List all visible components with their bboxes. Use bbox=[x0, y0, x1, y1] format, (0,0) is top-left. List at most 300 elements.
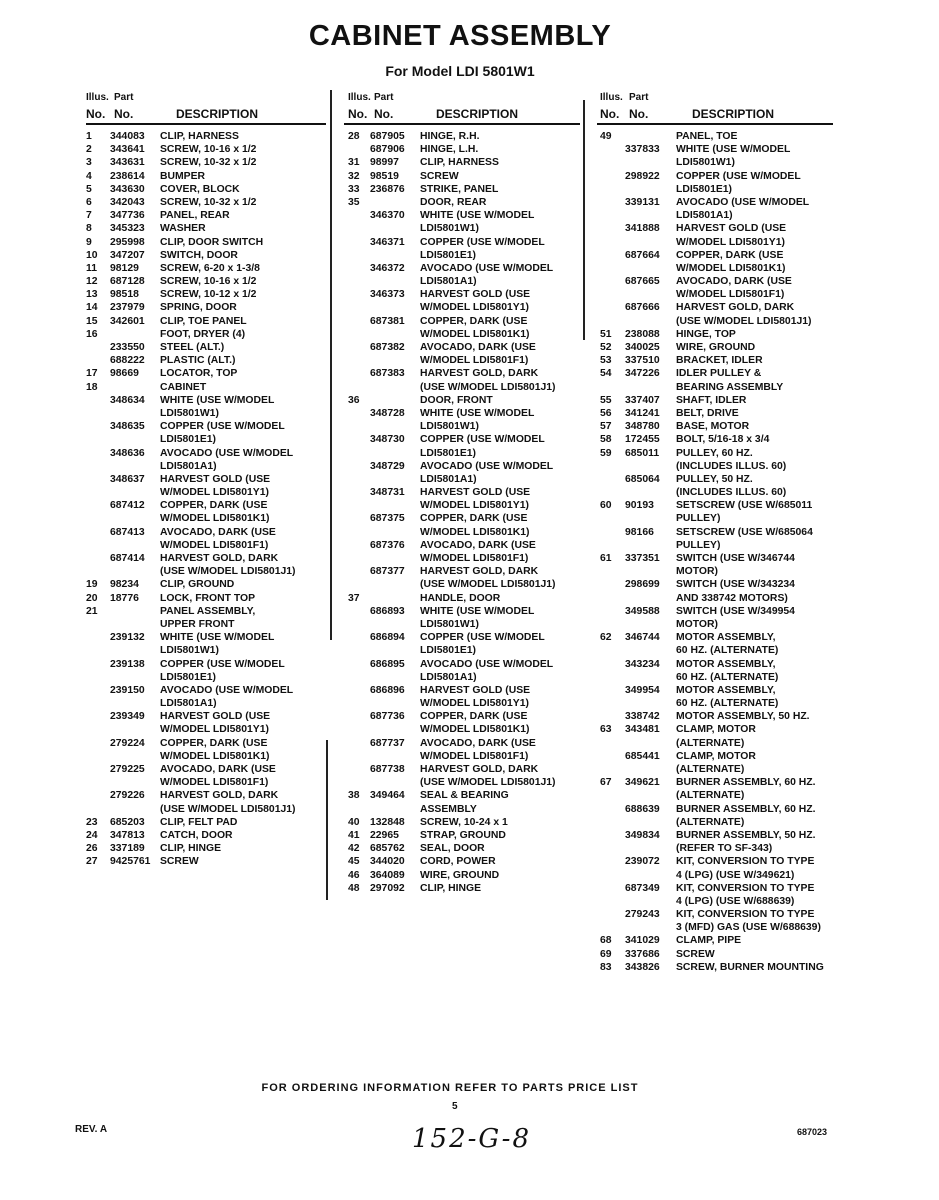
part-description: HINGE, TOP bbox=[676, 328, 736, 340]
part-number: 238088 bbox=[625, 328, 660, 340]
part-description: LDI5801A1) bbox=[420, 671, 477, 683]
ordering-note: FOR ORDERING INFORMATION REFER TO PARTS PRICE LIST bbox=[261, 1082, 639, 1094]
part-description: LDI5801E1) bbox=[420, 447, 477, 459]
illus-number: 45 bbox=[348, 856, 360, 868]
illus-number: 33 bbox=[348, 183, 360, 195]
illus-number: 9 bbox=[86, 236, 92, 248]
illus-number: 41 bbox=[348, 829, 360, 841]
part-number: 348635 bbox=[110, 421, 145, 433]
header-illus: Illus. bbox=[348, 92, 371, 103]
part-description: COPPER, DARK (USE bbox=[420, 711, 528, 723]
part-number: 685064 bbox=[625, 473, 660, 485]
illus-number: 40 bbox=[348, 816, 360, 828]
part-number: 687375 bbox=[370, 513, 405, 525]
part-description: AVOCADO (USE W/MODEL bbox=[420, 262, 554, 274]
part-number: 687737 bbox=[370, 737, 405, 749]
part-number: 343234 bbox=[625, 658, 660, 670]
part-description: HARVEST GOLD, DARK bbox=[676, 302, 795, 314]
part-description: MOTOR ASSEMBLY, bbox=[676, 632, 776, 644]
part-number: 348730 bbox=[370, 434, 405, 446]
illus-number: 18 bbox=[86, 381, 98, 393]
part-number: 239072 bbox=[625, 856, 660, 868]
illus-number: 20 bbox=[86, 592, 98, 604]
part-description: STEEL (ALT.) bbox=[160, 342, 225, 353]
column-divider bbox=[583, 100, 585, 340]
part-description: (USE W/MODEL LDI5801J1) bbox=[676, 315, 812, 327]
part-number: 98669 bbox=[110, 368, 139, 380]
part-number: 338742 bbox=[625, 711, 660, 723]
illus-number: 52 bbox=[600, 342, 612, 353]
part-description: W/MODEL LDI5801Y1) bbox=[160, 724, 269, 736]
part-number: 687736 bbox=[370, 711, 405, 723]
part-number: 348780 bbox=[625, 421, 660, 433]
part-description: SETSCREW (USE W/685064 bbox=[676, 526, 813, 538]
part-description: MOTOR ASSEMBLY, 50 HZ. bbox=[676, 711, 810, 723]
part-description: PLASTIC (ALT.) bbox=[160, 355, 236, 367]
part-number: 295998 bbox=[110, 236, 145, 248]
part-description: LDI5801W1) bbox=[420, 223, 479, 235]
part-description: 60 HZ. (ALTERNATE) bbox=[676, 698, 779, 710]
part-number: 687383 bbox=[370, 368, 405, 380]
part-description: HANDLE, DOOR bbox=[420, 592, 501, 604]
illus-number: 3 bbox=[86, 157, 92, 169]
illus-number: 69 bbox=[600, 948, 612, 960]
part-description: BUMPER bbox=[160, 170, 206, 182]
part-description: W/MODEL LDI5801Y1) bbox=[676, 236, 785, 248]
part-number: 344083 bbox=[110, 131, 145, 142]
header-part-no: No. bbox=[374, 107, 394, 121]
part-description: SCREW, 10-16 x 1/2 bbox=[160, 144, 257, 156]
header-rule bbox=[86, 123, 326, 125]
part-number: 687381 bbox=[370, 315, 405, 327]
part-description: MOTOR ASSEMBLY, bbox=[676, 684, 776, 696]
part-number: 346373 bbox=[370, 289, 405, 301]
part-number: 349464 bbox=[370, 790, 405, 802]
header-part-no: No. bbox=[629, 107, 649, 121]
part-number: 687738 bbox=[370, 764, 405, 775]
part-number: 337510 bbox=[625, 355, 660, 367]
part-number: 341029 bbox=[625, 935, 660, 947]
illus-number: 4 bbox=[86, 170, 92, 182]
part-description: BURNER ASSEMBLY, 50 HZ. bbox=[676, 829, 816, 841]
part-description: COPPER (USE W/MODEL bbox=[676, 170, 801, 182]
illus-number: 59 bbox=[600, 447, 612, 459]
part-description: HARVEST GOLD, DARK bbox=[160, 553, 279, 564]
part-description: CLAMP, MOTOR bbox=[676, 750, 756, 762]
illus-number: 56 bbox=[600, 407, 612, 419]
part-number: 347736 bbox=[110, 210, 145, 222]
illus-number: 5 bbox=[86, 183, 92, 195]
illus-number: 46 bbox=[348, 869, 360, 881]
part-description: CORD, POWER bbox=[420, 856, 496, 868]
part-description: COPPER (USE W/MODEL bbox=[160, 658, 285, 670]
illus-number: 11 bbox=[86, 262, 97, 274]
illus-number: 19 bbox=[86, 579, 98, 591]
part-description: PULLEY) bbox=[676, 513, 721, 525]
part-number: 348636 bbox=[110, 447, 145, 459]
part-description: PULLEY, 50 HZ. bbox=[676, 473, 753, 485]
part-number: 98997 bbox=[370, 157, 399, 169]
illus-number: 57 bbox=[600, 421, 612, 433]
illus-number: 63 bbox=[600, 724, 612, 736]
part-description: (USE W/MODEL LDI5801J1) bbox=[420, 777, 556, 789]
illus-number: 54 bbox=[600, 368, 612, 380]
illus-number: 27 bbox=[86, 856, 98, 868]
part-description: BRACKET, IDLER bbox=[676, 355, 763, 367]
part-description: LDI5801A1) bbox=[160, 698, 217, 710]
part-number: 279225 bbox=[110, 764, 145, 775]
part-description: COPPER, DARK (USE bbox=[420, 315, 528, 327]
part-number: 688222 bbox=[110, 355, 145, 367]
header-illus: Illus. bbox=[600, 92, 623, 103]
part-description: AVOCADO (USE W/MODEL bbox=[160, 684, 294, 696]
part-description: AVOCADO, DARK (USE bbox=[420, 737, 536, 749]
part-number: 342601 bbox=[110, 315, 145, 327]
part-number: 237979 bbox=[110, 302, 145, 314]
part-number: 346371 bbox=[370, 236, 405, 248]
part-description: HARVEST GOLD (USE bbox=[420, 289, 531, 301]
part-description: COPPER, DARK (USE bbox=[676, 249, 784, 261]
part-description: (USE W/MODEL LDI5801J1) bbox=[420, 381, 556, 393]
part-number: 685203 bbox=[110, 816, 145, 828]
part-description: UPPER FRONT bbox=[160, 618, 235, 630]
part-description: SWITCH (USE W/343234 bbox=[676, 579, 795, 591]
part-number: 686894 bbox=[370, 632, 405, 644]
part-description: SHAFT, IDLER bbox=[676, 394, 747, 406]
part-description: WASHER bbox=[160, 223, 206, 235]
part-description: HARVEST GOLD (USE bbox=[160, 473, 271, 485]
illus-number: 49 bbox=[600, 131, 612, 142]
part-number: 349588 bbox=[625, 605, 660, 617]
part-description: BOLT, 5/16-18 x 3/4 bbox=[676, 434, 770, 446]
part-description: (USE W/MODEL LDI5801J1) bbox=[160, 566, 296, 578]
part-description: COPPER, DARK (USE bbox=[160, 500, 268, 512]
part-description: AVOCADO, DARK (USE bbox=[420, 539, 536, 551]
illus-number: 53 bbox=[600, 355, 612, 367]
part-number: 349954 bbox=[625, 684, 660, 696]
part-description: (ALTERNATE) bbox=[676, 737, 745, 749]
part-description: AVOCADO, DARK (USE bbox=[160, 526, 276, 538]
part-number: 687413 bbox=[110, 526, 145, 538]
part-description: SCREW bbox=[676, 948, 715, 960]
part-description: PULLEY) bbox=[676, 539, 721, 551]
revision: REV. A bbox=[75, 1124, 108, 1135]
part-description: SCREW, 10-32 x 1/2 bbox=[160, 157, 257, 169]
part-description: SCREW bbox=[420, 170, 459, 182]
part-description: LDI5801E1) bbox=[160, 434, 217, 446]
part-description: AVOCADO (USE W/MODEL bbox=[160, 447, 294, 459]
part-number: 98234 bbox=[110, 579, 139, 591]
part-description: 60 HZ. (ALTERNATE) bbox=[676, 671, 779, 683]
part-number: 687349 bbox=[625, 882, 660, 894]
part-description: LDI5801A1) bbox=[420, 473, 477, 485]
illus-number: 58 bbox=[600, 434, 612, 446]
part-description: SCREW, 10-16 x 1/2 bbox=[160, 276, 257, 288]
part-description: W/MODEL LDI5801K1) bbox=[160, 513, 270, 525]
illus-number: 37 bbox=[348, 592, 360, 604]
part-description: SPRING, DOOR bbox=[160, 302, 237, 314]
part-number: 346372 bbox=[370, 262, 405, 274]
part-description: (ALTERNATE) bbox=[676, 790, 745, 802]
illus-number: 36 bbox=[348, 394, 360, 406]
part-description: W/MODEL LDI5801Y1) bbox=[420, 500, 529, 512]
part-number: 98129 bbox=[110, 262, 139, 274]
part-description: LDI5801W1) bbox=[420, 421, 479, 433]
column-divider bbox=[326, 740, 328, 900]
part-description: LDI5801E1) bbox=[420, 249, 477, 261]
part-number: 279243 bbox=[625, 909, 660, 921]
part-number: 239349 bbox=[110, 711, 145, 723]
part-description: ASSEMBLY bbox=[420, 803, 477, 815]
part-description: COPPER, DARK (USE bbox=[420, 513, 528, 525]
part-description: PANEL ASSEMBLY, bbox=[160, 605, 256, 617]
part-description: COPPER (USE W/MODEL bbox=[420, 632, 545, 644]
part-description: DOOR, FRONT bbox=[420, 394, 493, 406]
part-description: BURNER ASSEMBLY, 60 HZ. bbox=[676, 803, 816, 815]
illus-number: 13 bbox=[86, 289, 98, 301]
part-description: CLAMP, MOTOR bbox=[676, 724, 756, 736]
part-number: 236876 bbox=[370, 183, 405, 195]
illus-number: 32 bbox=[348, 170, 360, 182]
part-description: LDI5801A1) bbox=[160, 460, 217, 472]
part-description: (USE W/MODEL LDI5801J1) bbox=[160, 803, 296, 815]
header-part: Part bbox=[629, 92, 649, 103]
header-rule bbox=[597, 123, 833, 125]
part-number: 341241 bbox=[625, 407, 660, 419]
illus-number: 2 bbox=[86, 144, 92, 156]
part-number: 687664 bbox=[625, 249, 660, 261]
part-description: WHITE (USE W/MODEL bbox=[160, 632, 275, 644]
part-number: 345323 bbox=[110, 223, 145, 235]
header-part: Part bbox=[374, 92, 394, 103]
part-number: 686896 bbox=[370, 684, 405, 696]
part-description: LDI5801W1) bbox=[676, 157, 735, 169]
part-number: 343826 bbox=[625, 961, 660, 973]
part-description: W/MODEL LDI5801F1) bbox=[160, 539, 269, 551]
header-illus-no: No. bbox=[600, 107, 620, 121]
part-description: IDLER PULLEY & bbox=[676, 368, 762, 380]
part-description: (USE W/MODEL LDI5801J1) bbox=[420, 579, 556, 591]
part-description: W/MODEL LDI5801F1) bbox=[420, 553, 529, 564]
part-description: CLAMP, PIPE bbox=[676, 935, 742, 947]
part-description: HARVEST GOLD, DARK bbox=[420, 764, 539, 775]
part-number: 687665 bbox=[625, 276, 660, 288]
header-description: DESCRIPTION bbox=[176, 107, 259, 121]
part-number: 687128 bbox=[110, 276, 145, 288]
model-subtitle: For Model LDI 5801W1 bbox=[385, 63, 535, 79]
part-number: 687414 bbox=[110, 553, 145, 564]
part-description: WHITE (USE W/MODEL bbox=[160, 394, 275, 406]
illus-number: 12 bbox=[86, 276, 98, 288]
part-description: 4 (LPG) (USE W/349621) bbox=[676, 869, 795, 881]
illus-number: 35 bbox=[348, 196, 360, 208]
part-number: 9425761 bbox=[110, 856, 151, 868]
part-description: HARVEST GOLD (USE bbox=[676, 223, 787, 235]
part-number: 687412 bbox=[110, 500, 145, 512]
part-number: 341888 bbox=[625, 223, 660, 235]
part-number: 90193 bbox=[625, 500, 654, 512]
part-description: 4 (LPG) (USE W/688639) bbox=[676, 895, 795, 907]
part-number: 346744 bbox=[625, 632, 660, 644]
part-number: 98166 bbox=[625, 526, 654, 538]
part-description: BELT, DRIVE bbox=[676, 407, 739, 419]
part-number: 337407 bbox=[625, 394, 660, 406]
part-description: COPPER (USE W/MODEL bbox=[420, 434, 545, 446]
part-description: W/MODEL LDI5801K1) bbox=[420, 724, 530, 736]
part-description: SETSCREW (USE W/685011 bbox=[676, 500, 813, 512]
part-description: CLIP, HINGE bbox=[160, 843, 222, 855]
part-number: 233550 bbox=[110, 342, 145, 353]
part-description: HARVEST GOLD, DARK bbox=[160, 790, 279, 802]
part-number: 685441 bbox=[625, 750, 660, 762]
part-number: 279226 bbox=[110, 790, 145, 802]
part-description: W/MODEL LDI5801F1) bbox=[160, 777, 269, 789]
illus-number: 6 bbox=[86, 196, 92, 208]
part-number: 337686 bbox=[625, 948, 660, 960]
part-description: LDI5801A1) bbox=[676, 210, 733, 222]
part-number: 346370 bbox=[370, 210, 405, 222]
part-description: AVOCADO (USE W/MODEL bbox=[420, 460, 554, 472]
part-number: 687376 bbox=[370, 539, 405, 551]
part-number: 348731 bbox=[370, 487, 405, 499]
part-description: W/MODEL LDI5801F1) bbox=[676, 289, 785, 301]
part-description: KIT, CONVERSION TO TYPE bbox=[676, 856, 815, 868]
part-description: LDI5801E1) bbox=[420, 645, 477, 657]
part-description: BURNER ASSEMBLY, 60 HZ. bbox=[676, 777, 816, 789]
part-description: 60 HZ. (ALTERNATE) bbox=[676, 645, 779, 657]
part-description: STRIKE, PANEL bbox=[420, 183, 499, 195]
part-description: WIRE, GROUND bbox=[420, 869, 500, 881]
part-description: HARVEST GOLD (USE bbox=[420, 487, 531, 499]
illus-number: 68 bbox=[600, 935, 612, 947]
header-rule bbox=[344, 123, 580, 125]
part-number: 687906 bbox=[370, 144, 405, 156]
header-part-no: No. bbox=[114, 107, 134, 121]
part-number: 337189 bbox=[110, 843, 145, 855]
part-description: WHITE (USE W/MODEL bbox=[420, 605, 535, 617]
part-number: 687905 bbox=[370, 131, 405, 142]
header-illus-no: No. bbox=[86, 107, 106, 121]
part-description: LOCK, FRONT TOP bbox=[160, 592, 256, 604]
part-description: CLIP, FELT PAD bbox=[160, 816, 238, 828]
part-description: HARVEST GOLD, DARK bbox=[420, 566, 539, 578]
header-illus: Illus. bbox=[86, 92, 109, 103]
part-number: 343631 bbox=[110, 157, 145, 169]
page-number: 5 bbox=[452, 1101, 458, 1112]
part-description: DOOR, REAR bbox=[420, 196, 487, 208]
part-description: SCREW, 10-32 x 1/2 bbox=[160, 196, 257, 208]
illus-number: 1 bbox=[86, 131, 92, 142]
part-description: COPPER (USE W/MODEL bbox=[420, 236, 545, 248]
illus-number: 55 bbox=[600, 394, 612, 406]
part-number: 686895 bbox=[370, 658, 405, 670]
part-number: 337833 bbox=[625, 144, 660, 156]
part-description: CABINET bbox=[160, 381, 207, 393]
illus-number: 28 bbox=[348, 131, 360, 142]
header-description: DESCRIPTION bbox=[692, 107, 775, 121]
part-description: W/MODEL LDI5801F1) bbox=[420, 750, 529, 762]
illus-number: 23 bbox=[86, 816, 98, 828]
part-number: 239132 bbox=[110, 632, 145, 644]
part-description: W/MODEL LDI5801F1) bbox=[420, 355, 529, 367]
part-description: (ALTERNATE) bbox=[676, 764, 745, 775]
part-number: 347207 bbox=[110, 249, 145, 261]
part-number: 239150 bbox=[110, 684, 145, 696]
part-description: AVOCADO, DARK (USE bbox=[160, 764, 276, 775]
illus-number: 31 bbox=[348, 157, 360, 169]
part-description: W/MODEL LDI5801Y1) bbox=[420, 302, 529, 314]
illus-number: 61 bbox=[600, 553, 612, 564]
illus-number: 38 bbox=[348, 790, 360, 802]
part-description: COPPER, DARK (USE bbox=[160, 737, 268, 749]
part-description: BASE, MOTOR bbox=[676, 421, 750, 433]
part-description: AVOCADO (USE W/MODEL bbox=[420, 658, 554, 670]
illus-number: 48 bbox=[348, 882, 360, 894]
part-description: COPPER (USE W/MODEL bbox=[160, 421, 285, 433]
part-number: 297092 bbox=[370, 882, 405, 894]
part-number: 349834 bbox=[625, 829, 660, 841]
part-number: 685762 bbox=[370, 843, 405, 855]
part-description: (INCLUDES ILLUS. 60) bbox=[676, 460, 787, 472]
part-description: HARVEST GOLD (USE bbox=[160, 711, 271, 723]
part-description: WHITE (USE W/MODEL bbox=[420, 210, 535, 222]
illus-number: 15 bbox=[86, 315, 98, 327]
illus-number: 83 bbox=[600, 961, 612, 973]
part-description: (ALTERNATE) bbox=[676, 816, 745, 828]
illus-number: 24 bbox=[86, 829, 98, 841]
part-number: 344020 bbox=[370, 856, 405, 868]
illus-number: 16 bbox=[86, 328, 98, 340]
part-number: 343641 bbox=[110, 144, 145, 156]
part-description: HARVEST GOLD (USE bbox=[420, 684, 531, 696]
part-description: LDI5801E1) bbox=[160, 671, 217, 683]
part-description: CATCH, DOOR bbox=[160, 829, 233, 841]
illus-number: 60 bbox=[600, 500, 612, 512]
part-description: SEAL, DOOR bbox=[420, 843, 485, 855]
part-number: 347813 bbox=[110, 829, 145, 841]
part-number: 688639 bbox=[625, 803, 660, 815]
handwritten-note: 152-G-8 bbox=[412, 1124, 531, 1154]
part-number: 132848 bbox=[370, 816, 405, 828]
part-number: 348728 bbox=[370, 407, 405, 419]
part-number: 98518 bbox=[110, 289, 139, 301]
part-description: W/MODEL LDI5801Y1) bbox=[160, 487, 269, 499]
illus-number: 14 bbox=[86, 302, 98, 314]
part-description: W/MODEL LDI5801K1) bbox=[160, 750, 270, 762]
part-number: 172455 bbox=[625, 434, 660, 446]
part-description: W/MODEL LDI5801K1) bbox=[420, 328, 530, 340]
part-number: 364089 bbox=[370, 869, 405, 881]
document-number: 687023 bbox=[797, 1127, 828, 1137]
part-number: 337351 bbox=[625, 553, 660, 564]
part-description: CLIP, DOOR SWITCH bbox=[160, 236, 264, 248]
illus-number: 42 bbox=[348, 843, 360, 855]
illus-number: 62 bbox=[600, 632, 612, 644]
part-number: 685011 bbox=[625, 447, 660, 459]
part-description: FOOT, DRYER (4) bbox=[160, 328, 246, 340]
part-description: W/MODEL LDI5801Y1) bbox=[420, 698, 529, 710]
header-part: Part bbox=[114, 92, 134, 103]
part-description: LDI5801A1) bbox=[420, 276, 477, 288]
part-description: LDI5801W1) bbox=[420, 618, 479, 630]
part-number: 239138 bbox=[110, 658, 145, 670]
part-description: SWITCH (USE W/346744 bbox=[676, 553, 795, 564]
part-number: 339131 bbox=[625, 196, 660, 208]
part-description: LDI5801W1) bbox=[160, 407, 219, 419]
part-description: HARVEST GOLD, DARK bbox=[420, 368, 539, 380]
part-number: 238614 bbox=[110, 170, 145, 182]
part-description: COVER, BLOCK bbox=[160, 183, 240, 195]
